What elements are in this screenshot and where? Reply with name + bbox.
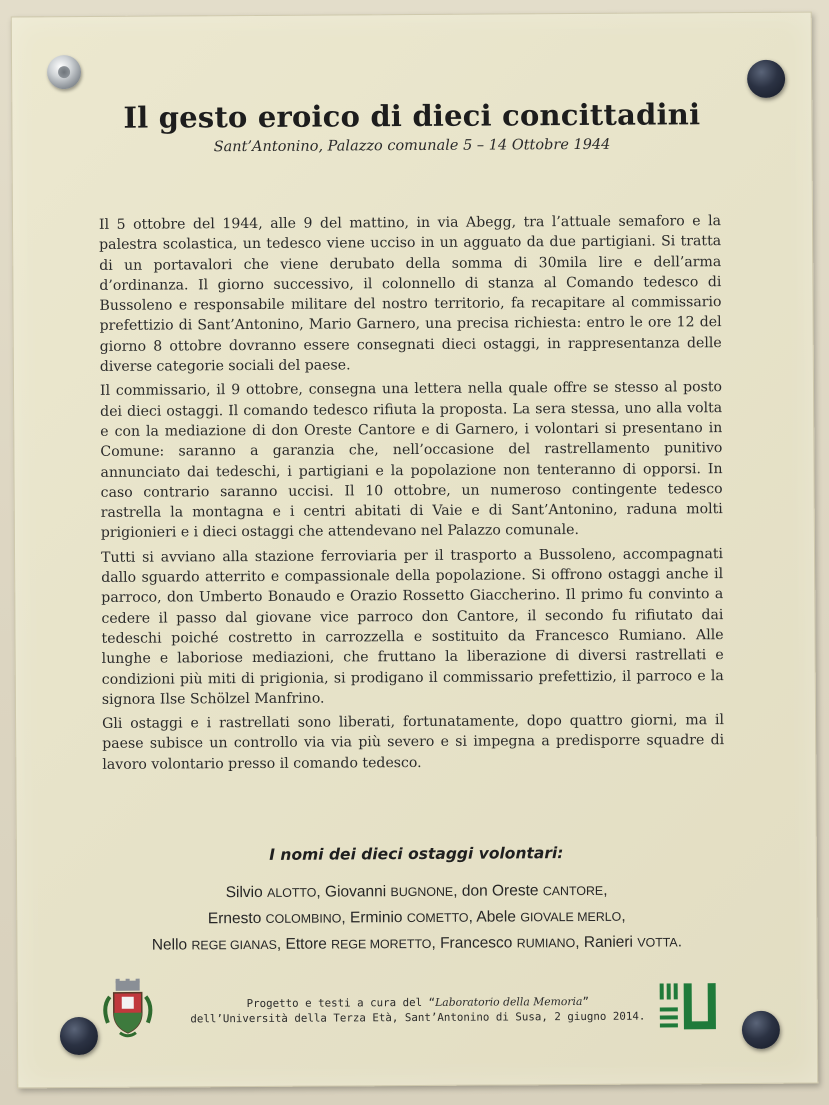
name-first: Ranieri [583, 933, 634, 951]
plaque-body [99, 211, 724, 779]
plaque-subtitle: Sant’Antonino, Palazzo comunale 5 – 14 Ottobre 1944 [213, 136, 611, 156]
name-last: GIOVALE MERLO [520, 909, 622, 925]
screw-top-right [747, 60, 785, 98]
name-last: ALOTTO [267, 885, 317, 900]
screw-bottom-right [742, 1011, 780, 1049]
body-paragraph: Gli ostaggi e i rastrellati sono liberati, fortunatamente, dopo quattro giorni, ma il paese subisce un controllo via via più severo e si impegna a predisporre squadre di lavoro volontario presso il comando tedesco. [102, 712, 725, 773]
name-first: Ernesto [207, 909, 262, 928]
names-heading: I nomi dei dieci ostaggi volontari: [269, 844, 564, 864]
name-last: REGE MORETTO [331, 936, 432, 952]
credit-lab-name: Laboratorio della Memoria [435, 994, 583, 1009]
name-first: Erminio [349, 909, 403, 927]
credit-suffix: ” [582, 994, 589, 1008]
name-first: Silvio [225, 883, 263, 902]
name-last: COMETTO [406, 910, 469, 926]
body-paragraph: Tutti si avviano alla stazione ferroviaria per il trasporto a Bussoleno, accompagnati dallo sguardo atterrito e compassionale della popolazione. Si offrono ostaggi anche il parroco, don Umberto Bonaudo e Orazio Rossetto Giaccherino. Il primo fu convinto a cedere il passo dal giovane vice parroco don Cantore, il secondo fu rifiutato dai tedeschi poiché costretto in carrozzella e sostituito da Francesco Rumiano. Alle lunghe e laboriose mediazioni, che fruttano la liberazione di diversi rastrellati e condizioni più miti di prigionia, si prodigano il commissario prefettizio, il parroco e la signora Ilse Schölzel Manfrino. [100, 545, 724, 708]
name-last: RUMIANO [516, 936, 576, 951]
university-logo-icon [658, 981, 720, 1033]
name-first: Abele [476, 908, 517, 926]
plaque-title: Il gesto eroico di dieci concittadini [123, 97, 701, 135]
name-last: CANTORE [542, 883, 604, 899]
names-line: Nello REGE GIANAS, Ettore REGE MORETTO, Francesco RUMIANO, Ranieri VOTTA. [151, 933, 683, 954]
credit-line-2: dell’Università della Terza Età, Sant’Antonino di Susa, 2 giugno 2014. [190, 1009, 646, 1026]
name-first: Giovanni [324, 883, 387, 901]
names-line: Silvio ALOTTO, Giovanni BUGNONE, don Oreste CANTORE, [225, 881, 608, 902]
name-first: don Oreste [461, 882, 539, 900]
names-line: Ernesto COLOMBINO, Erminio COMETTO, Abele GIOVALE MERLO, [207, 907, 626, 928]
credit-text [158, 993, 678, 1026]
credit-prefix: Progetto e testi a cura del “ [246, 995, 436, 1011]
name-first: Nello [151, 936, 188, 954]
screw-bottom-left [60, 1017, 98, 1055]
name-first: Ettore [285, 935, 327, 953]
name-last: REGE GIANAS [191, 937, 277, 953]
screw-top-left [47, 55, 81, 89]
name-last: COLOMBINO [265, 911, 342, 926]
municipal-crest-icon [100, 977, 156, 1043]
name-last: BUGNONE [390, 884, 454, 900]
name-last: VOTTA [637, 935, 678, 950]
memorial-plaque [11, 12, 819, 1089]
body-paragraph: Il commissario, il 9 ottobre, consegna una lettera nella quale offre se stesso al posto dei dieci ostaggi. Il comando tedesco rifiuta la proposta. La sera stessa, uno alla volta e con la mediazione di don Oreste Cantore e di Garnero, i volontari si presentano in Comune: saranno a garanzia che, nell’occasione del rastrellamento punitivo annunciato dai tedeschi, i partigiani e la popolazione non tenteranno di opporsi. In caso contrario saranno uccisi. Il 10 ottobre, un numeroso contingente tedesco rastrella la montagna e i centri abitati di Vaie e di Sant’Antonino, raduna molti prigionieri e i dieci ostaggi che attendevano nel Palazzo comunale. [99, 379, 723, 542]
hostage-names [17, 877, 816, 960]
name-first: Francesco [439, 934, 513, 952]
body-paragraph: Il 5 ottobre del 1944, alle 9 del mattino, in via Abegg, tra l’attuale semaforo e la palestra scolastica, un tedesco viene ucciso in un agguato da due partigiani. Si tratta di un portavalori che viene derubato della somma di 30mila lire e dell’arma d’ordinanza. Il giorno successivo, il colonnello di stanza al Comando tedesco di Bussoleno e responsabile militare del nostro territorio, fa recapitare al commissario prefettizio di Sant’Antonino, Mario Garnero, una precisa richiesta: entro le ore 12 del giorno 8 ottobre dovranno essere consegnati dieci ostaggi, in rappresentanza delle diverse categorie sociali del paese. [98, 213, 722, 375]
